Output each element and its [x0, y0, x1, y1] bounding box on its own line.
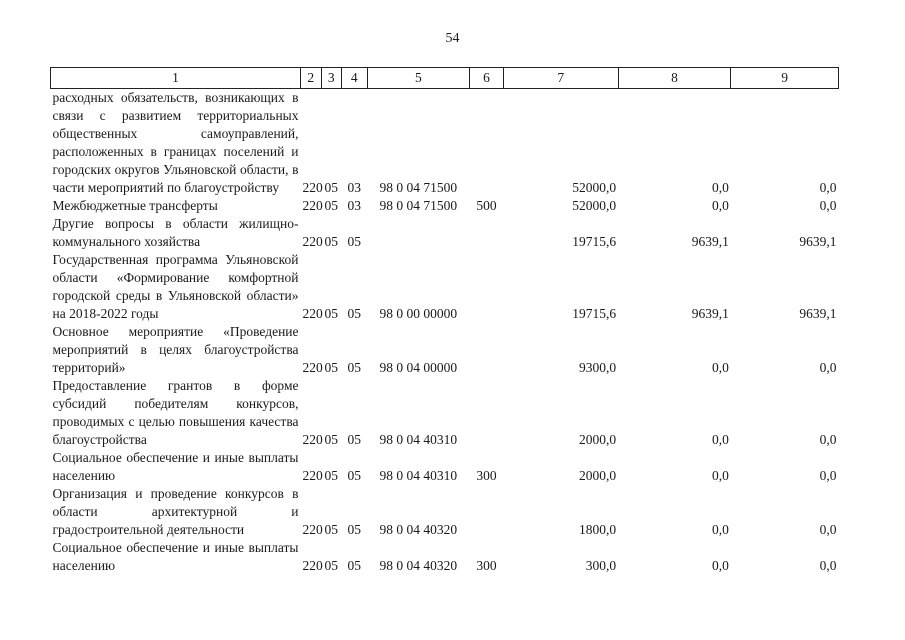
row-expense-type [470, 215, 504, 251]
column-header-8: 8 [618, 68, 731, 89]
row-amount-7: 52000,0 [572, 198, 617, 213]
row-name: Межбюджетные трансферты [52, 198, 218, 213]
table-row [51, 539, 839, 575]
row-amount-7: 2000,0 [579, 432, 617, 447]
row-amount-7: 2000,0 [579, 468, 617, 483]
budget-table [50, 67, 839, 575]
row-target-code: 98 0 04 71500 [379, 198, 458, 213]
row-subsection-code: 05 [347, 360, 362, 375]
row-admin-code: 220 [302, 234, 323, 249]
row-name: расходных обязательств, возникающих в связи с развитием территориальных общественных самоуправлений, расположенных в границах поселений и городских округов Ульяновской области, в части мероприятий по благоустройству [52, 90, 299, 195]
table-row [51, 485, 839, 539]
row-expense-type: 300 [476, 558, 497, 573]
row-section-code: 05 [324, 198, 338, 213]
row-amount-9: 0,0 [819, 180, 837, 195]
row-target-code: 98 0 04 40320 [379, 558, 458, 573]
row-amount-9: 0,0 [819, 198, 837, 213]
column-header-9: 9 [731, 68, 839, 89]
row-admin-code: 220 [302, 306, 323, 321]
row-expense-type [470, 323, 504, 377]
row-admin-code: 220 [302, 558, 323, 573]
row-expense-type: 500 [476, 198, 497, 213]
row-amount-7: 19715,6 [572, 234, 617, 249]
row-amount-9: 0,0 [819, 360, 837, 375]
row-section-code: 05 [324, 180, 338, 195]
row-expense-type: 300 [476, 468, 497, 483]
row-amount-8: 0,0 [711, 198, 729, 213]
row-amount-9: 0,0 [819, 558, 837, 573]
row-amount-8: 0,0 [711, 558, 729, 573]
column-header-4: 4 [341, 68, 367, 89]
table-row [51, 377, 839, 449]
row-section-code: 05 [324, 432, 338, 447]
column-header-1: 1 [51, 68, 301, 89]
column-number-row [51, 68, 839, 89]
row-admin-code: 220 [302, 360, 323, 375]
row-section-code: 05 [324, 234, 338, 249]
page-number: 54 [445, 31, 460, 46]
row-admin-code: 220 [302, 468, 323, 483]
table-row [51, 323, 839, 377]
row-amount-9: 0,0 [819, 522, 837, 537]
row-amount-8: 0,0 [711, 468, 729, 483]
row-target-code: 98 0 04 40320 [379, 522, 458, 537]
column-header-3: 3 [321, 68, 341, 89]
table-row [51, 89, 839, 198]
row-target-code: 98 0 04 40310 [379, 468, 458, 483]
row-amount-8: 0,0 [711, 432, 729, 447]
table-row [51, 449, 839, 485]
row-amount-9: 0,0 [819, 432, 837, 447]
row-expense-type [470, 89, 504, 198]
column-header-2: 2 [301, 68, 321, 89]
row-amount-8: 9639,1 [691, 234, 729, 249]
row-amount-9: 9639,1 [799, 234, 837, 249]
column-header-7: 7 [503, 68, 618, 89]
row-admin-code: 220 [302, 522, 323, 537]
row-subsection-code: 05 [347, 432, 362, 447]
row-amount-8: 0,0 [711, 180, 729, 195]
row-expense-type [470, 485, 504, 539]
table-row [51, 251, 839, 323]
row-target-code [367, 215, 469, 251]
row-amount-7: 52000,0 [572, 180, 617, 195]
table-row [51, 215, 839, 251]
row-amount-8: 0,0 [711, 360, 729, 375]
row-amount-7: 1800,0 [579, 522, 617, 537]
row-subsection-code: 05 [347, 468, 362, 483]
row-admin-code: 220 [302, 198, 323, 213]
row-expense-type [470, 377, 504, 449]
row-name: Другие вопросы в области жилищно-коммунального хозяйства [52, 216, 299, 249]
row-admin-code: 220 [302, 432, 323, 447]
row-amount-9: 9639,1 [799, 306, 837, 321]
row-name: Основное мероприятие «Проведение мероприятий в целях благоустройства территорий» [52, 324, 299, 375]
row-amount-8: 9639,1 [691, 306, 729, 321]
row-subsection-code: 05 [347, 306, 362, 321]
row-subsection-code: 05 [347, 234, 362, 249]
row-target-code: 98 0 04 71500 [379, 180, 458, 195]
row-amount-7: 9300,0 [579, 360, 617, 375]
column-header-5: 5 [367, 68, 469, 89]
row-amount-8: 0,0 [711, 522, 729, 537]
row-section-code: 05 [324, 468, 338, 483]
row-section-code: 05 [324, 306, 338, 321]
row-subsection-code: 03 [347, 180, 362, 195]
row-name: Организация и проведение конкурсов в области архитектурной и градостроительной деятельности [52, 486, 299, 537]
row-target-code: 98 0 04 00000 [379, 360, 458, 375]
row-amount-7: 19715,6 [572, 306, 617, 321]
row-expense-type [470, 251, 504, 323]
table-row [51, 197, 839, 215]
row-admin-code: 220 [302, 180, 323, 195]
row-name: Государственная программа Ульяновской области «Формирование комфортной городской среды в Ульяновской области» на 2018-2022 годы [52, 252, 299, 321]
row-target-code: 98 0 04 40310 [379, 432, 458, 447]
row-target-code: 98 0 00 00000 [379, 306, 458, 321]
row-amount-9: 0,0 [819, 468, 837, 483]
row-section-code: 05 [324, 558, 338, 573]
row-name: Социальное обеспечение и иные выплаты населению [52, 540, 299, 573]
row-subsection-code: 05 [347, 522, 362, 537]
row-name: Социальное обеспечение и иные выплаты населению [52, 450, 299, 483]
row-section-code: 05 [324, 360, 338, 375]
row-section-code: 05 [324, 522, 338, 537]
row-subsection-code: 05 [347, 558, 362, 573]
row-name: Предоставление грантов в форме субсидий победителям конкурсов, проводимых с целью повышения качества благоустройства [52, 378, 299, 447]
row-subsection-code: 03 [347, 198, 362, 213]
column-header-6: 6 [470, 68, 504, 89]
row-amount-7: 300,0 [585, 558, 617, 573]
